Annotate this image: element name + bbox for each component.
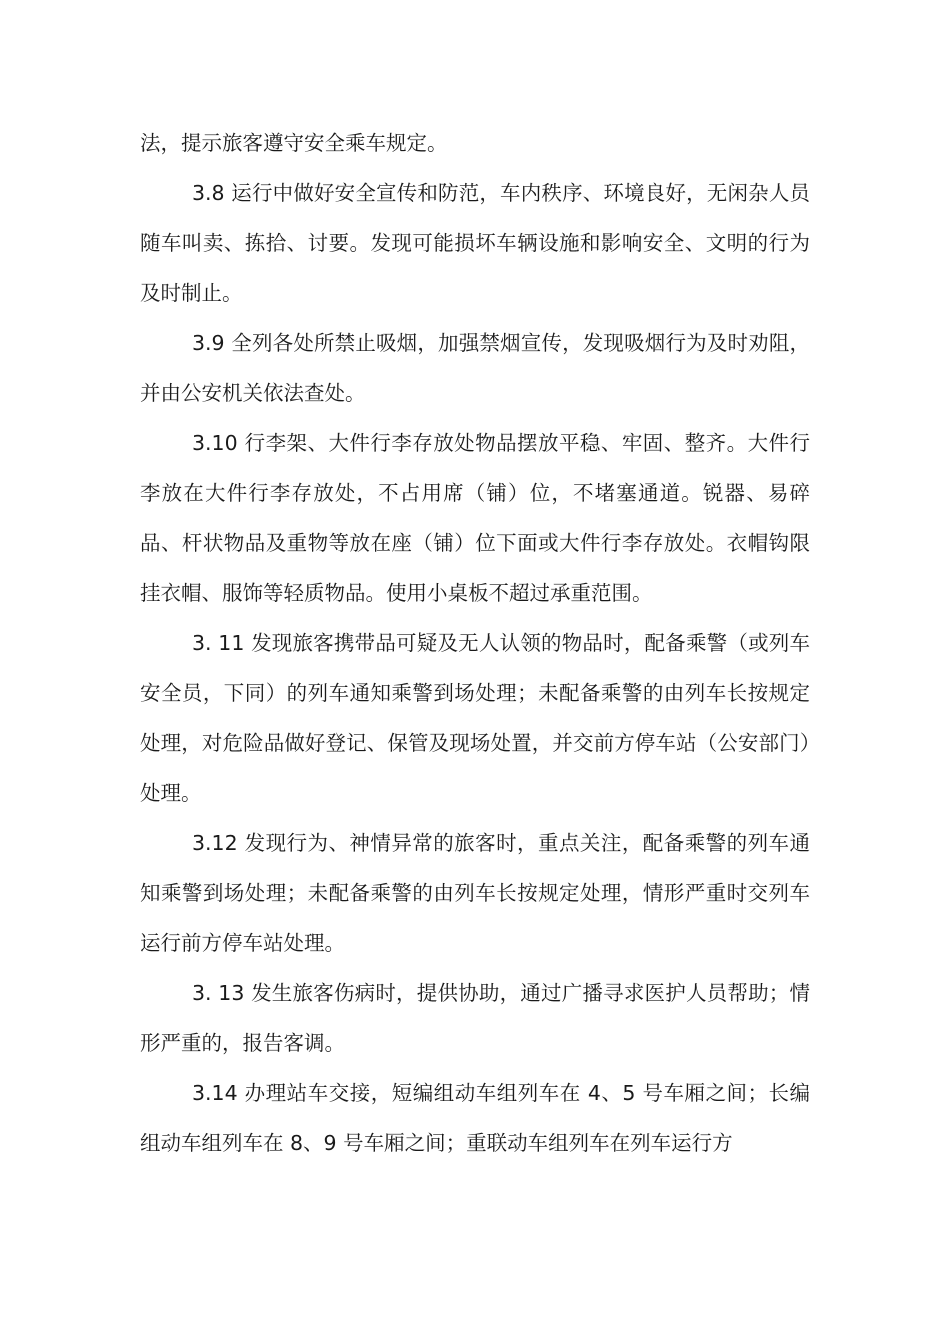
document-body — [140, 118, 810, 1168]
paragraph-continuation: 法，提示旅客遵守安全乘车规定。 — [140, 131, 448, 155]
paragraph-3-14: 3.14 办理站车交接，短编组动车组列车在 4、5 号车厢之间；长编组动车组列车在 8、9 号车厢之间；重联动车组列车在列车运行方 — [140, 1081, 810, 1155]
paragraph-3-13: 3. 13 发生旅客伤病时，提供协助，通过广播寻求医护人员帮助；情形严重的，报告客调。 — [140, 981, 810, 1055]
paragraph-3-12: 3.12 发现行为、神情异常的旅客时，重点关注，配备乘警的列车通知乘警到场处理；未配备乘警的由列车长按规定处理，情形严重时交列车运行前方停车站处理。 — [140, 831, 810, 955]
paragraph-3-8: 3.8 运行中做好安全宣传和防范，车内秩序、环境良好，无闲杂人员随车叫卖、拣拾、讨要。发现可能损坏车辆设施和影响安全、文明的行为及时制止。 — [140, 181, 810, 305]
paragraph-3-11: 3. 11 发现旅客携带品可疑及无人认领的物品时，配备乘警（或列车安全员，下同）的列车通知乘警到场处理；未配备乘警的由列车长按规定处理，对危险品做好登记、保管及现场处置，并交前方停车站（公安部门）处理。 — [140, 631, 810, 805]
paragraph-3-9: 3.9 全列各处所禁止吸烟，加强禁烟宣传，发现吸烟行为及时劝阻，并由公安机关依法查处。 — [140, 331, 810, 405]
paragraph-3-10: 3.10 行李架、大件行李存放处物品摆放平稳、牢固、整齐。大件行李放在大件行李存放处，不占用席（铺）位，不堵塞通道。锐器、易碎品、杆状物品及重物等放在座（铺）位下面或大件行李存放处。衣帽钩限挂衣帽、服饰等轻质物品。使用小桌板不超过承重范围。 — [140, 431, 810, 605]
